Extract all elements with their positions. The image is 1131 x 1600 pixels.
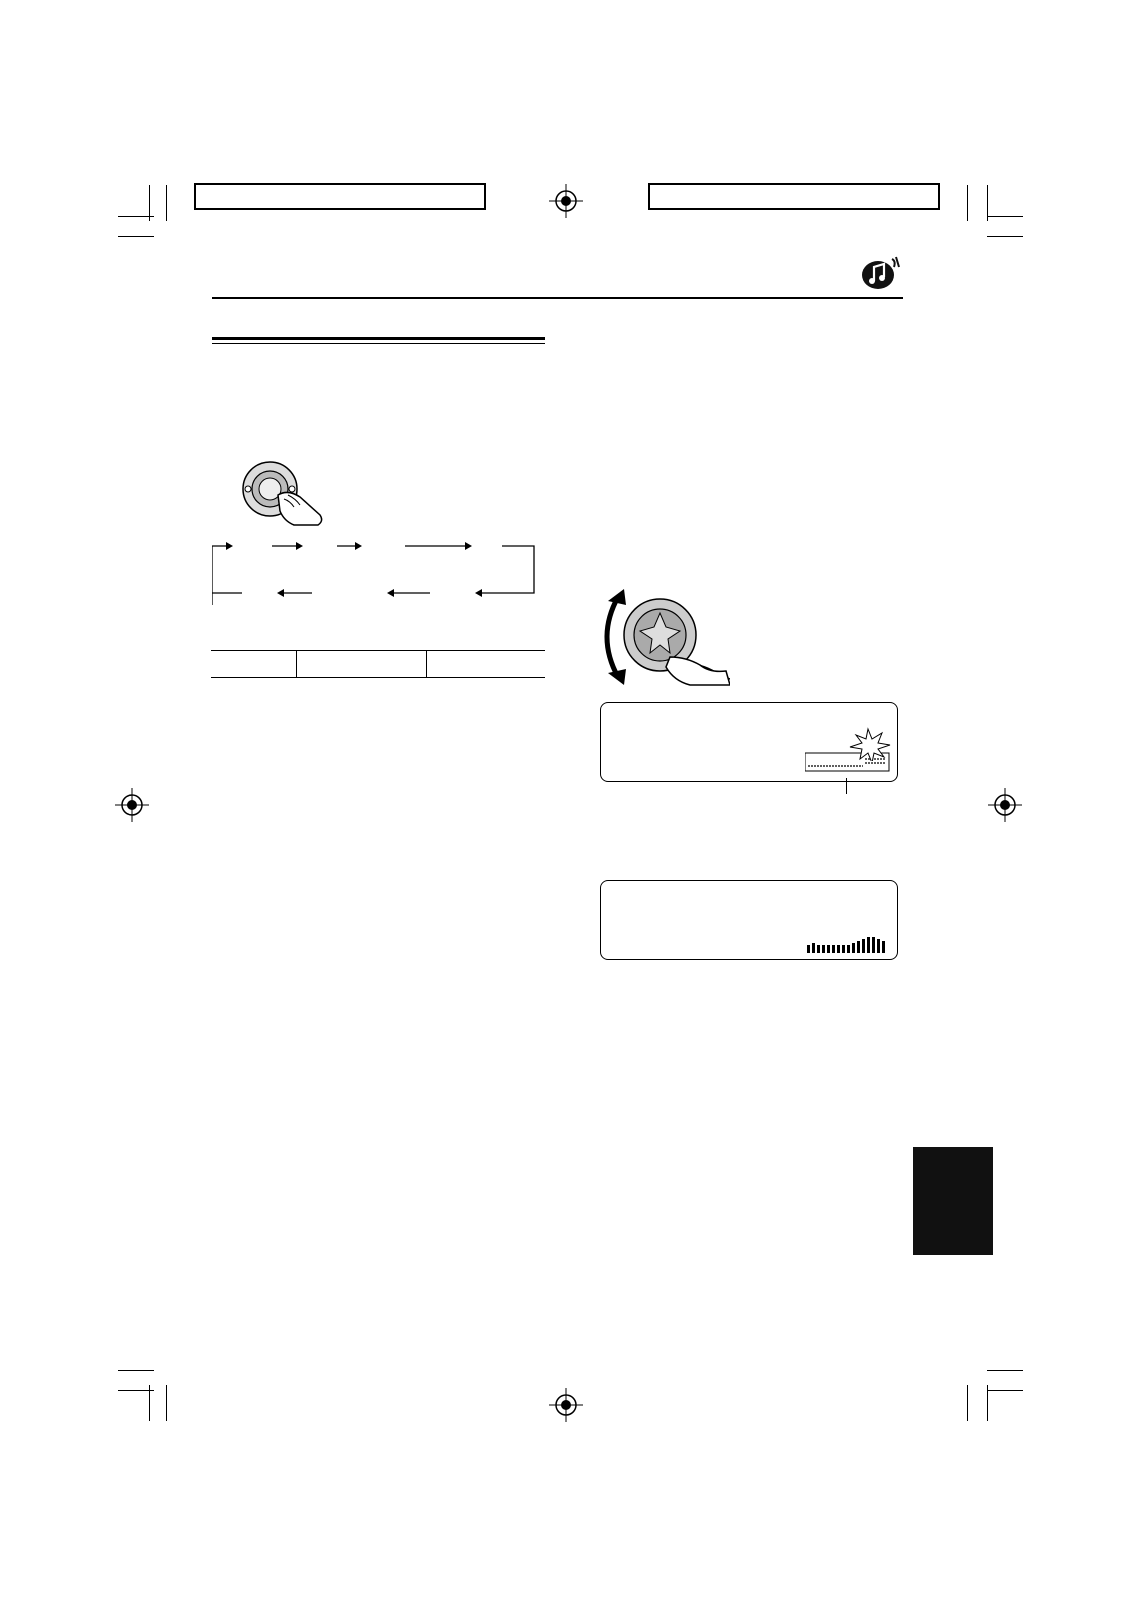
header-range — [426, 651, 545, 678]
crop-mark — [987, 1370, 1023, 1371]
crop-mark — [967, 185, 968, 221]
flashing-indicator-icon — [843, 727, 893, 761]
crop-mark — [967, 1385, 968, 1421]
crop-mark — [987, 1385, 988, 1421]
crop-mark — [987, 216, 1023, 217]
title-rule-thin — [212, 343, 545, 344]
grayscale-calibration-strip — [194, 183, 486, 210]
sel-button-press-icon — [240, 459, 330, 529]
crop-mark — [987, 185, 988, 221]
control-dial-icon — [600, 587, 730, 687]
header-rule — [212, 297, 903, 299]
crop-mark — [987, 236, 1023, 237]
music-note-icon — [858, 253, 902, 291]
crop-mark — [118, 1370, 154, 1371]
header-action — [296, 651, 426, 678]
registration-mark-icon — [549, 1388, 583, 1422]
crop-mark — [149, 185, 150, 221]
table-header-row — [211, 651, 545, 678]
registration-mark-icon — [115, 788, 149, 822]
eq-mode-row — [607, 941, 636, 952]
crop-mark — [166, 1385, 167, 1421]
crop-mark — [118, 236, 154, 237]
crop-mark — [987, 1390, 1023, 1391]
crop-mark — [166, 185, 167, 221]
registration-mark-icon — [988, 788, 1022, 822]
lcd-display-tre — [600, 702, 898, 782]
title-rule — [212, 337, 545, 340]
language-tab — [913, 1147, 993, 1255]
flow-arrows — [212, 535, 547, 615]
lcd-display-loud — [600, 880, 898, 960]
eq-mode-row — [607, 763, 636, 774]
registration-mark-icon — [549, 184, 583, 218]
color-calibration-strip — [648, 183, 940, 210]
crop-mark — [149, 1385, 150, 1421]
eq-level-bars — [805, 933, 891, 955]
settings-table — [211, 650, 545, 678]
callout-line — [846, 778, 847, 794]
header-indication — [211, 651, 296, 678]
